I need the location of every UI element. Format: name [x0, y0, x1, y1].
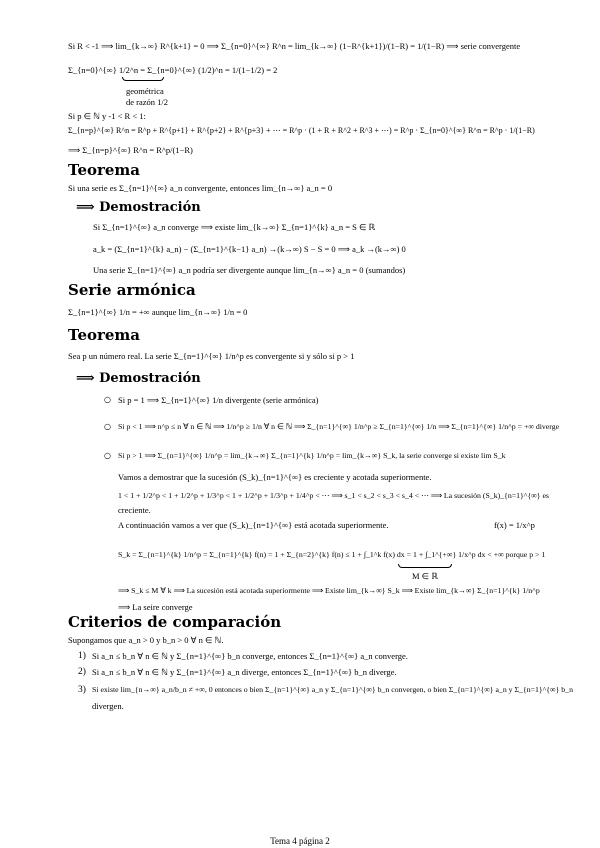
line-p-natural: Si p ∈ ℕ y -1 < R < 1:: [68, 111, 146, 121]
criterio-3-text: Si existe lim_{n→∞} a_n/b_n ≠ +∞, 0 entonces o bien Σ_{n=1}^{∞} a_n y Σ_{n=1}^{∞} b_n convergen, o bien Σ_{n=1}^{∞} a_n y Σ_{n=1}^{∞} b_n: [92, 685, 573, 694]
dem2-case-p-less-1: Si p < 1 ⟹ n^p ≤ n ∀ n ∈ ℕ ⟹ 1/n^p ≥ 1/n ∀ n ∈ ℕ ⟹ Σ_{n=1}^{∞} 1/n^p ≥ Σ_{n=1}^{∞} 1/n ⟹ Σ_{n=1}^{∞} 1/n^p = +∞ diverge: [118, 422, 560, 431]
criterio-2-text: Si a_n ≤ b_n ∀ n ∈ ℕ y Σ_{n=1}^{∞} a_n diverge, entonces Σ_{n=1}^{∞} b_n diverge.: [92, 667, 397, 677]
dem1-line-3: Una serie Σ_{n=1}^{∞} a_n podría ser divergente aunque lim_{n→∞} a_n = 0 (sumandos): [93, 265, 406, 275]
note-geometric: geométrica: [126, 86, 164, 96]
criterio-1-number: 1): [78, 651, 86, 661]
underbrace-geometric: [122, 77, 164, 81]
dem2-case-3-line-2: Vamos a demostrar que la sucesión (S_k)_{n=1}^{∞} es creciente y acotada superiormente.: [118, 472, 432, 482]
heading-teorema-2: Teorema: [68, 326, 141, 344]
criterio-2-number: 2): [78, 667, 86, 677]
dem1-line-2: a_k = (Σ_{n=1}^{k} a_n) − (Σ_{n=1}^{k−1} a_n) →(k→∞) S − S = 0 ⟹ a_k →(k→∞) 0: [93, 244, 406, 254]
underbrace-bound: [398, 564, 452, 568]
criterio-3-line-2: divergen.: [92, 701, 124, 711]
dem1-line-1: Si Σ_{n=1}^{∞} a_n converge ⟹ existe lim_{k→∞} Σ_{n=1}^{k} a_n = S ∈ ℝ: [93, 222, 376, 232]
bullet-2: ○: [104, 422, 111, 431]
function-definition: f(x) = 1/x^p: [494, 520, 535, 530]
heading-demostracion-2: ⟹ Demostración: [76, 371, 201, 386]
line-geometric-limit: Si R < -1 ⟹ lim_{k→∞} R^{k+1} = 0 ⟹ Σ_{n=0}^{∞} R^n = lim_{k→∞} (1−R^{k+1})/(1−R) = 1/(1−R) ⟹ serie convergente: [68, 41, 521, 51]
dem2-case-p-equals-1: Si p = 1 ⟹ Σ_{n=1}^{∞} 1/n divergente (serie armónica): [118, 395, 319, 405]
armonica-statement: Σ_{n=1}^{∞} 1/n = +∞ aunque lim_{n→∞} 1/n = 0: [68, 307, 248, 317]
line-geometric-example: Σ_{n=0}^{∞} 1/2^n = Σ_{n=0}^{∞} (1/2)^n = 1/(1−1/2) = 2: [68, 65, 278, 75]
criterio-3-number: 3): [78, 685, 86, 695]
note-ratio: de razón 1/2: [126, 97, 169, 107]
teorema-2-statement: Sea p un número real. La serie Σ_{n=1}^{∞} 1/n^p es convergente si y sólo si p > 1: [68, 351, 355, 361]
note-bound: M ∈ ℝ: [412, 571, 438, 581]
heading-serie-armonica: Serie armónica: [68, 281, 196, 299]
dem2-case-3-line-3: 1 < 1 + 1/2^p < 1 + 1/2^p + 1/3^p < 1 + 1/2^p + 1/3^p + 1/4^p < ⋯ ⟹ s_1 < s_2 < s_3 < s_4 < ⋯ ⟹ La sucesión (S_k)_{n=1}^{∞} es: [118, 491, 549, 500]
dem2-case-3-line-7: ⟹ S_k ≤ M ∀ k ⟹ La sucesión está acotada superiormente ⟹ Existe lim_{k→∞} S_k ⟹ Existe lim_{k→∞} Σ_{n=1}^{k} 1/n^p: [118, 586, 540, 595]
heading-demostracion-1: ⟹ Demostración: [76, 200, 201, 215]
criterios-intro: Supongamos que a_n > 0 y b_n > 0 ∀ n ∈ ℕ.: [68, 635, 224, 645]
dem2-case-3-line-8: ⟹ La seire converge: [118, 602, 193, 612]
dem2-case-3-line-5: A continuación vamos a ver que (S_k)_{n=1}^{∞} está acotada superiormente.: [118, 520, 389, 530]
page-footer: Tema 4 página 2: [270, 836, 330, 846]
bullet-1: ○: [104, 395, 111, 404]
bullet-3: ○: [104, 451, 111, 460]
line-shifted-result: ⟹ Σ_{n=p}^{∞} R^n = R^p/(1−R): [68, 145, 193, 155]
criterio-1-text: Si a_n ≤ b_n ∀ n ∈ ℕ y Σ_{n=1}^{∞} b_n converge, entonces Σ_{n=1}^{∞} a_n converge.: [92, 651, 408, 661]
line-shifted-sum: Σ_{n=p}^{∞} R^n = R^p + R^{p+1} + R^{p+2} + R^{p+3} + ⋯ = R^p · (1 + R + R^2 + R^3 + ⋯) = R^p · Σ_{n=0}^{∞} R^n = R^p · 1/(1−R): [68, 126, 535, 135]
teorema-1-statement: Si una serie es Σ_{n=1}^{∞} a_n convergente, entonces lim_{n→∞} a_n = 0: [68, 183, 333, 193]
dem2-case-3-line-6: S_k = Σ_{n=1}^{k} 1/n^p = Σ_{n=1}^{k} f(n) = 1 + Σ_{n=2}^{k} f(n) ≤ 1 + ∫_1^k f(x) dx = 1 + ∫_1^{+∞} 1/x^p dx < +∞ porque p > 1: [118, 550, 546, 559]
heading-teorema-1: Teorema: [68, 161, 141, 179]
dem2-case-3-line-4: creciente.: [118, 505, 151, 515]
heading-criterios: Criterios de comparación: [68, 613, 282, 631]
dem2-case-p-greater-1: Si p > 1 ⟹ Σ_{n=1}^{∞} 1/n^p = lim_{k→∞} Σ_{n=1}^{k} 1/n^p = lim_{k→∞} S_k, la serie converge si existe lim S_k: [118, 451, 506, 460]
